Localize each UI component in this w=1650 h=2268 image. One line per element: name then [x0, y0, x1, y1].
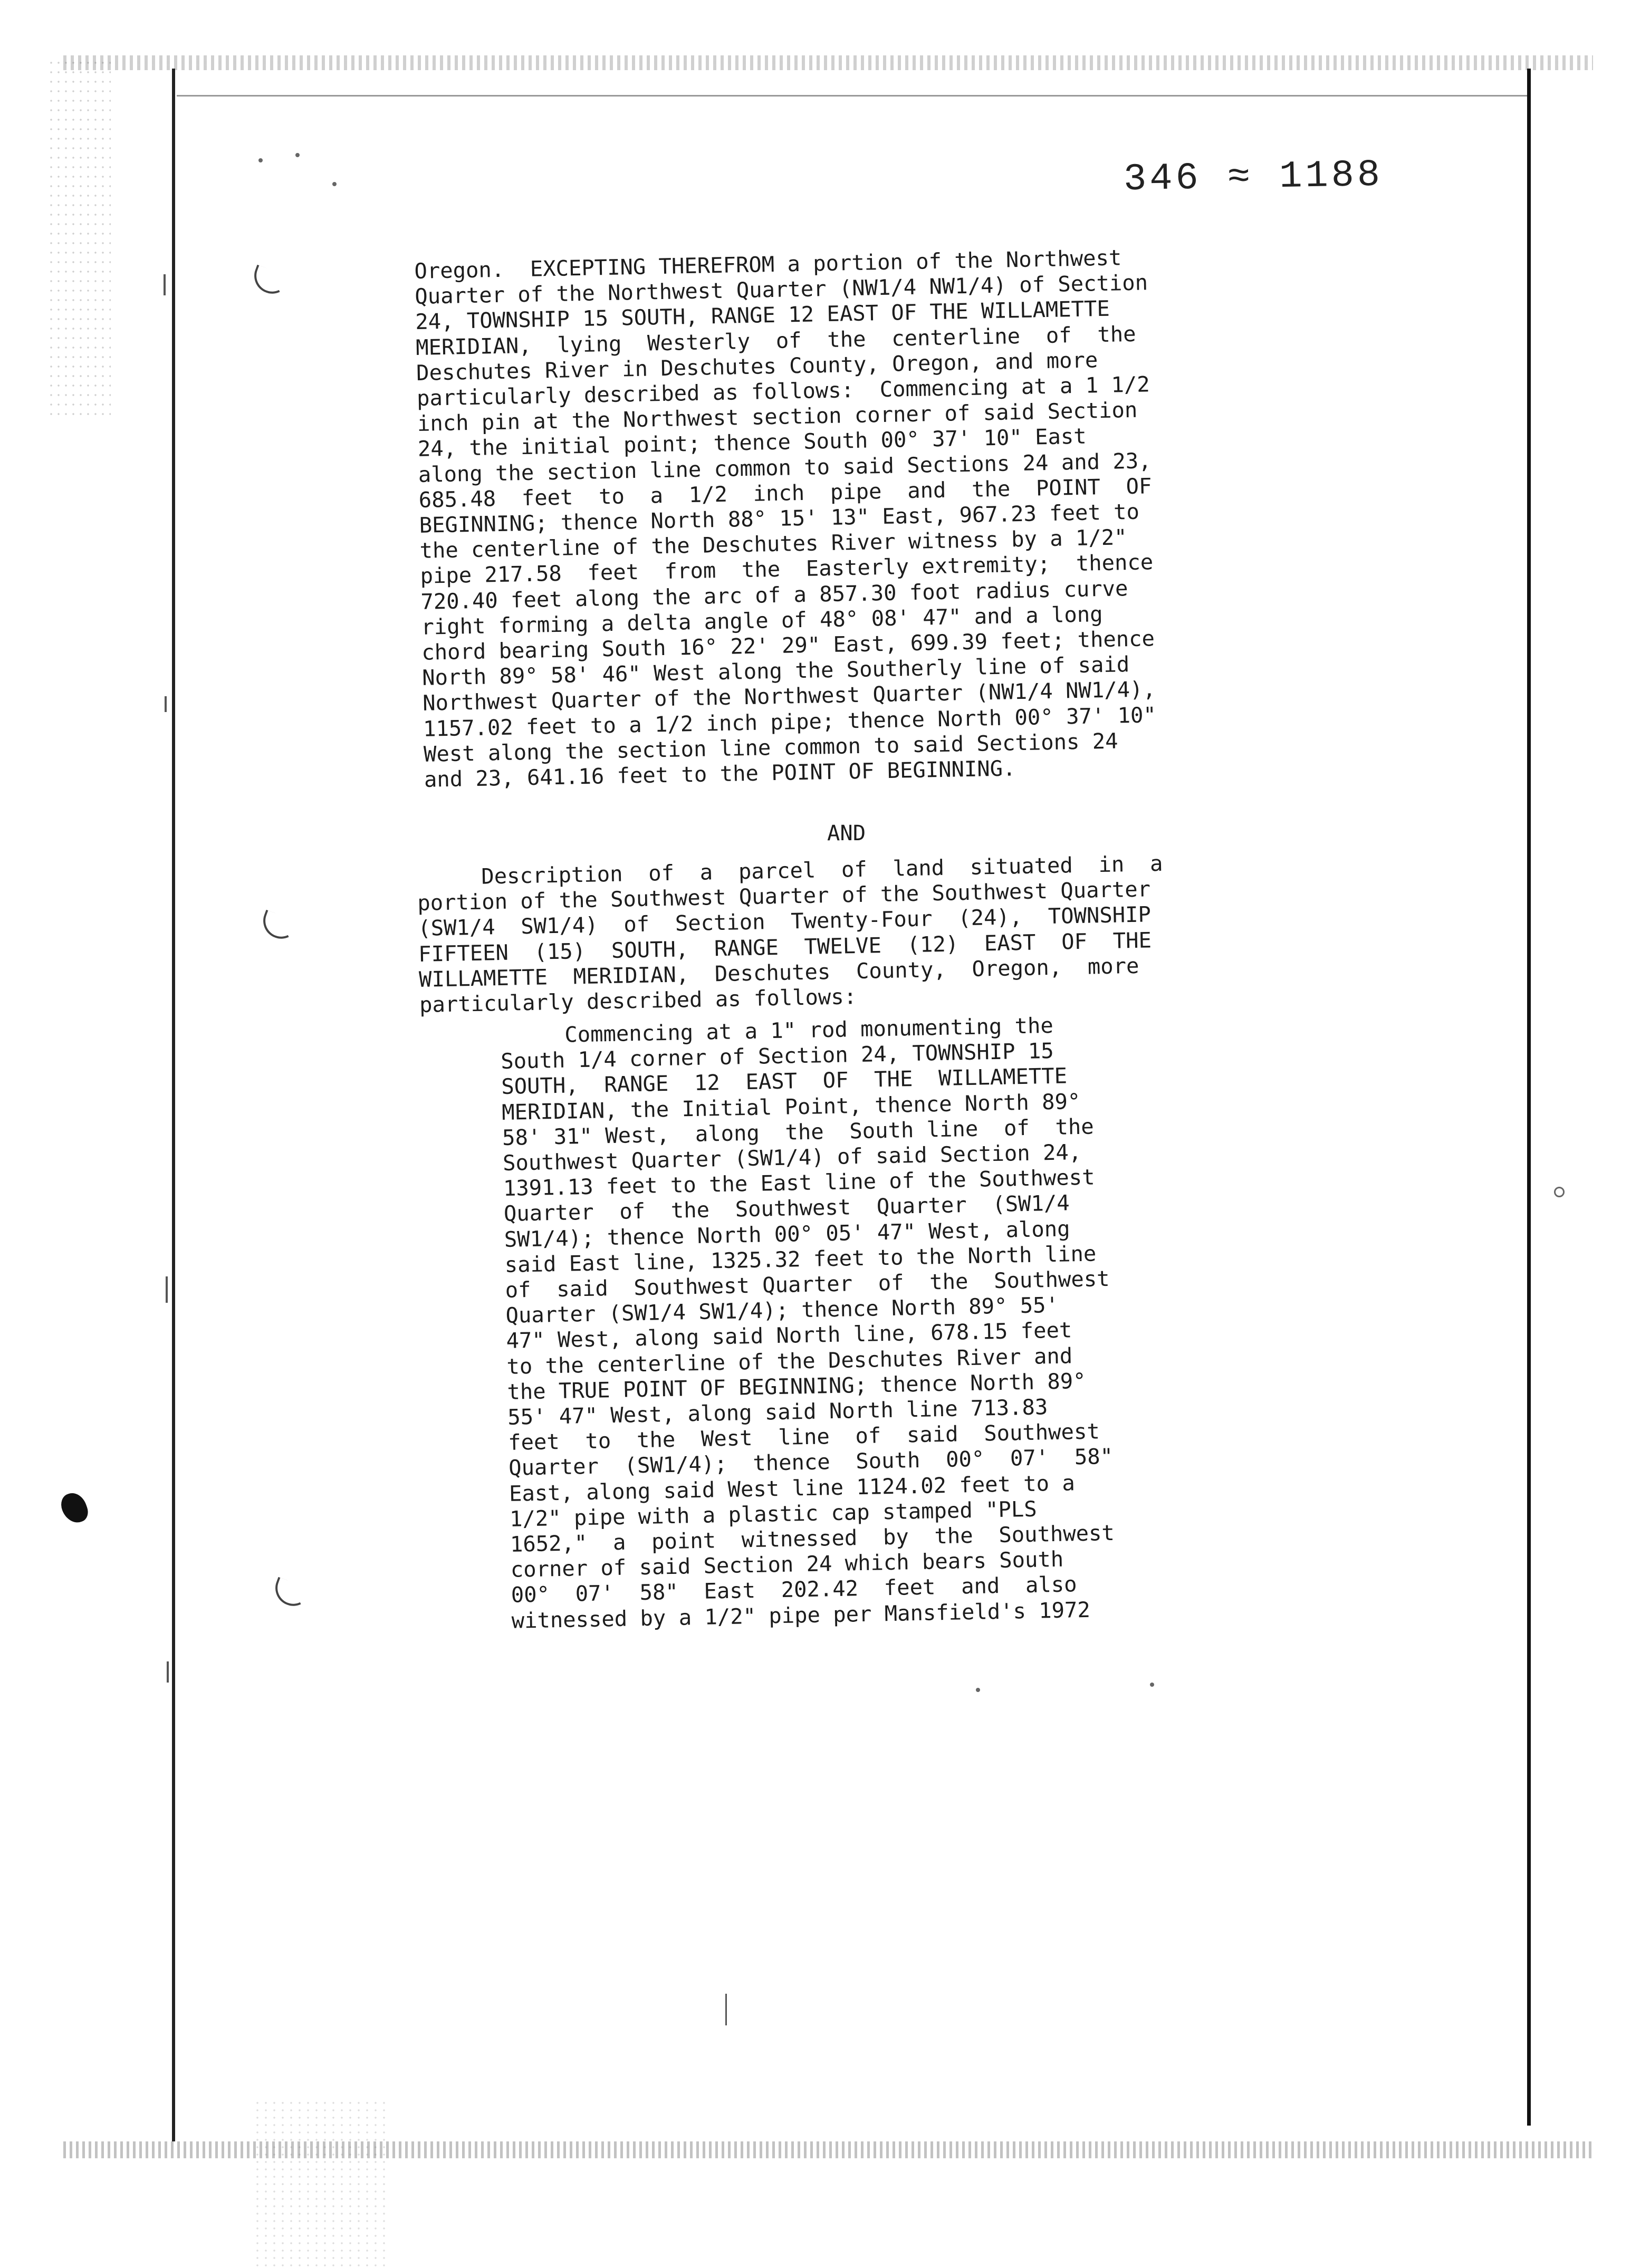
- paragraph-excepting: Oregon. EXCEPTING THEREFROM a portion of the Northwest Quarter of the Northwest Quarter (NW1/4 NW1/4) of Section 24, TOWNSHIP 15 SOUTH, RANGE 12 EAST OF THE WILLAMETTE MERIDIAN, lying Westerly of the centerline of the Deschutes River in Deschutes County, Oregon, and more particularly described as follows: Commencing at a 1 1/2 inch pin at the Northwest section corner of said Section 24, the initial point; thence South 00° 37' 10" East along the section line common to said Sections 24 and 23, 685.48 feet to a 1/2 inch pipe and the POINT OF BEGINNING; thence North 88° 15' 13" East, 967.23 feet to the centerline of the Deschutes River witness by a 1/2" pipe 217.58 feet from the Easterly extremity; thence 720.40 feet along the arc of a 857.30 foot radius curve right forming a delta angle of 48° 08' 47" and a long chord bearing South 16° 22' 29" East, 699.39 feet; thence North 89° 58' 46" West along the Southerly line of said Northwest Quarter of the Northwest Quarter (NW1/4 NW1/4), 1157.02 feet to a 1/2 inch pipe; thence North 00° 37' 10" West along the section line common to said Sections 24 and 23, 641.16 feet to the POINT OF BEGINNING.: [414, 245, 1157, 792]
- scan-tick: [165, 696, 167, 712]
- paragraph-commencing: Commencing at a 1" rod monumenting the South 1/4 corner of Section 24, TOWNSHIP 15 SOUTH, RANGE 12 EAST OF THE WILLAMETTE MERIDIAN, the Initial Point, thence North 89° 58' 31" West, along the South line of the Southwest Quarter (SW1/4) of said Section 24, 1391.13 feet to the East line of the Southwest Quarter of the Southwest Quarter (SW1/4 SW1/4); thence North 00° 05' 47" West, along said East line, 1325.32 feet to the North line of said Southwest Quarter of the Southwest Quarter (SW1/4 SW1/4); thence North 89° 55' 47" West, along said North line, 678.15 feet to the centerline of the Deschutes River and the TRUE POINT OF BEGINNING; thence North 89° 55' 47" West, along said North line 713.83 feet to the West line of said Southwest Quarter (SW1/4); thence South 00° 07' 58" East, along said West line 1124.02 feet to a 1/2" pipe with a plastic cap stamped "PLS 1652," a point witnessed by the Southwest corner of said Section 24 which bears South 00° 07' 58" East 202.42 feet and also witnessed by a 1/2" pipe per Mansfield's 1972: [500, 1012, 1115, 1633]
- top-rule: [177, 95, 1527, 97]
- scan-dot: [258, 158, 263, 162]
- scan-tick: [164, 274, 166, 295]
- scan-dot: [332, 182, 337, 186]
- left-margin-line: [172, 69, 175, 2141]
- punch-mark: [258, 910, 300, 944]
- scan-dot: [1150, 1683, 1154, 1687]
- scan-speckle: [253, 2099, 390, 2268]
- scan-tick: [166, 1276, 168, 1303]
- paragraph-description: Description of a parcel of land situated in a portion of the Southwest Quarter of the Southwest Quarter (SW1/4 SW1/4) of Section Twenty-Four (24), TOWNSHIP FIFTEEN (15) SOUTH, RANGE TWELVE (12) EAST OF THE WILLAMETTE MERIDIAN, Deschutes County, Oregon, more particularly described as follows:: [417, 850, 1163, 1017]
- page-number: 346 ≈ 1188: [1123, 153, 1384, 201]
- scan-dot: [295, 153, 300, 157]
- scan-tick: [725, 1994, 727, 2025]
- scan-tick: [167, 1661, 169, 1683]
- ink-blot: [57, 1489, 91, 1526]
- punch-mark: [271, 1577, 312, 1611]
- scan-dot: [976, 1688, 980, 1692]
- right-margin-line: [1527, 69, 1531, 2126]
- punch-mark: [250, 265, 291, 299]
- scan-edge-top: [63, 55, 1593, 70]
- and-separator: AND: [827, 820, 866, 845]
- scan-speckle: [47, 58, 111, 417]
- scan-mark: [1554, 1187, 1565, 1197]
